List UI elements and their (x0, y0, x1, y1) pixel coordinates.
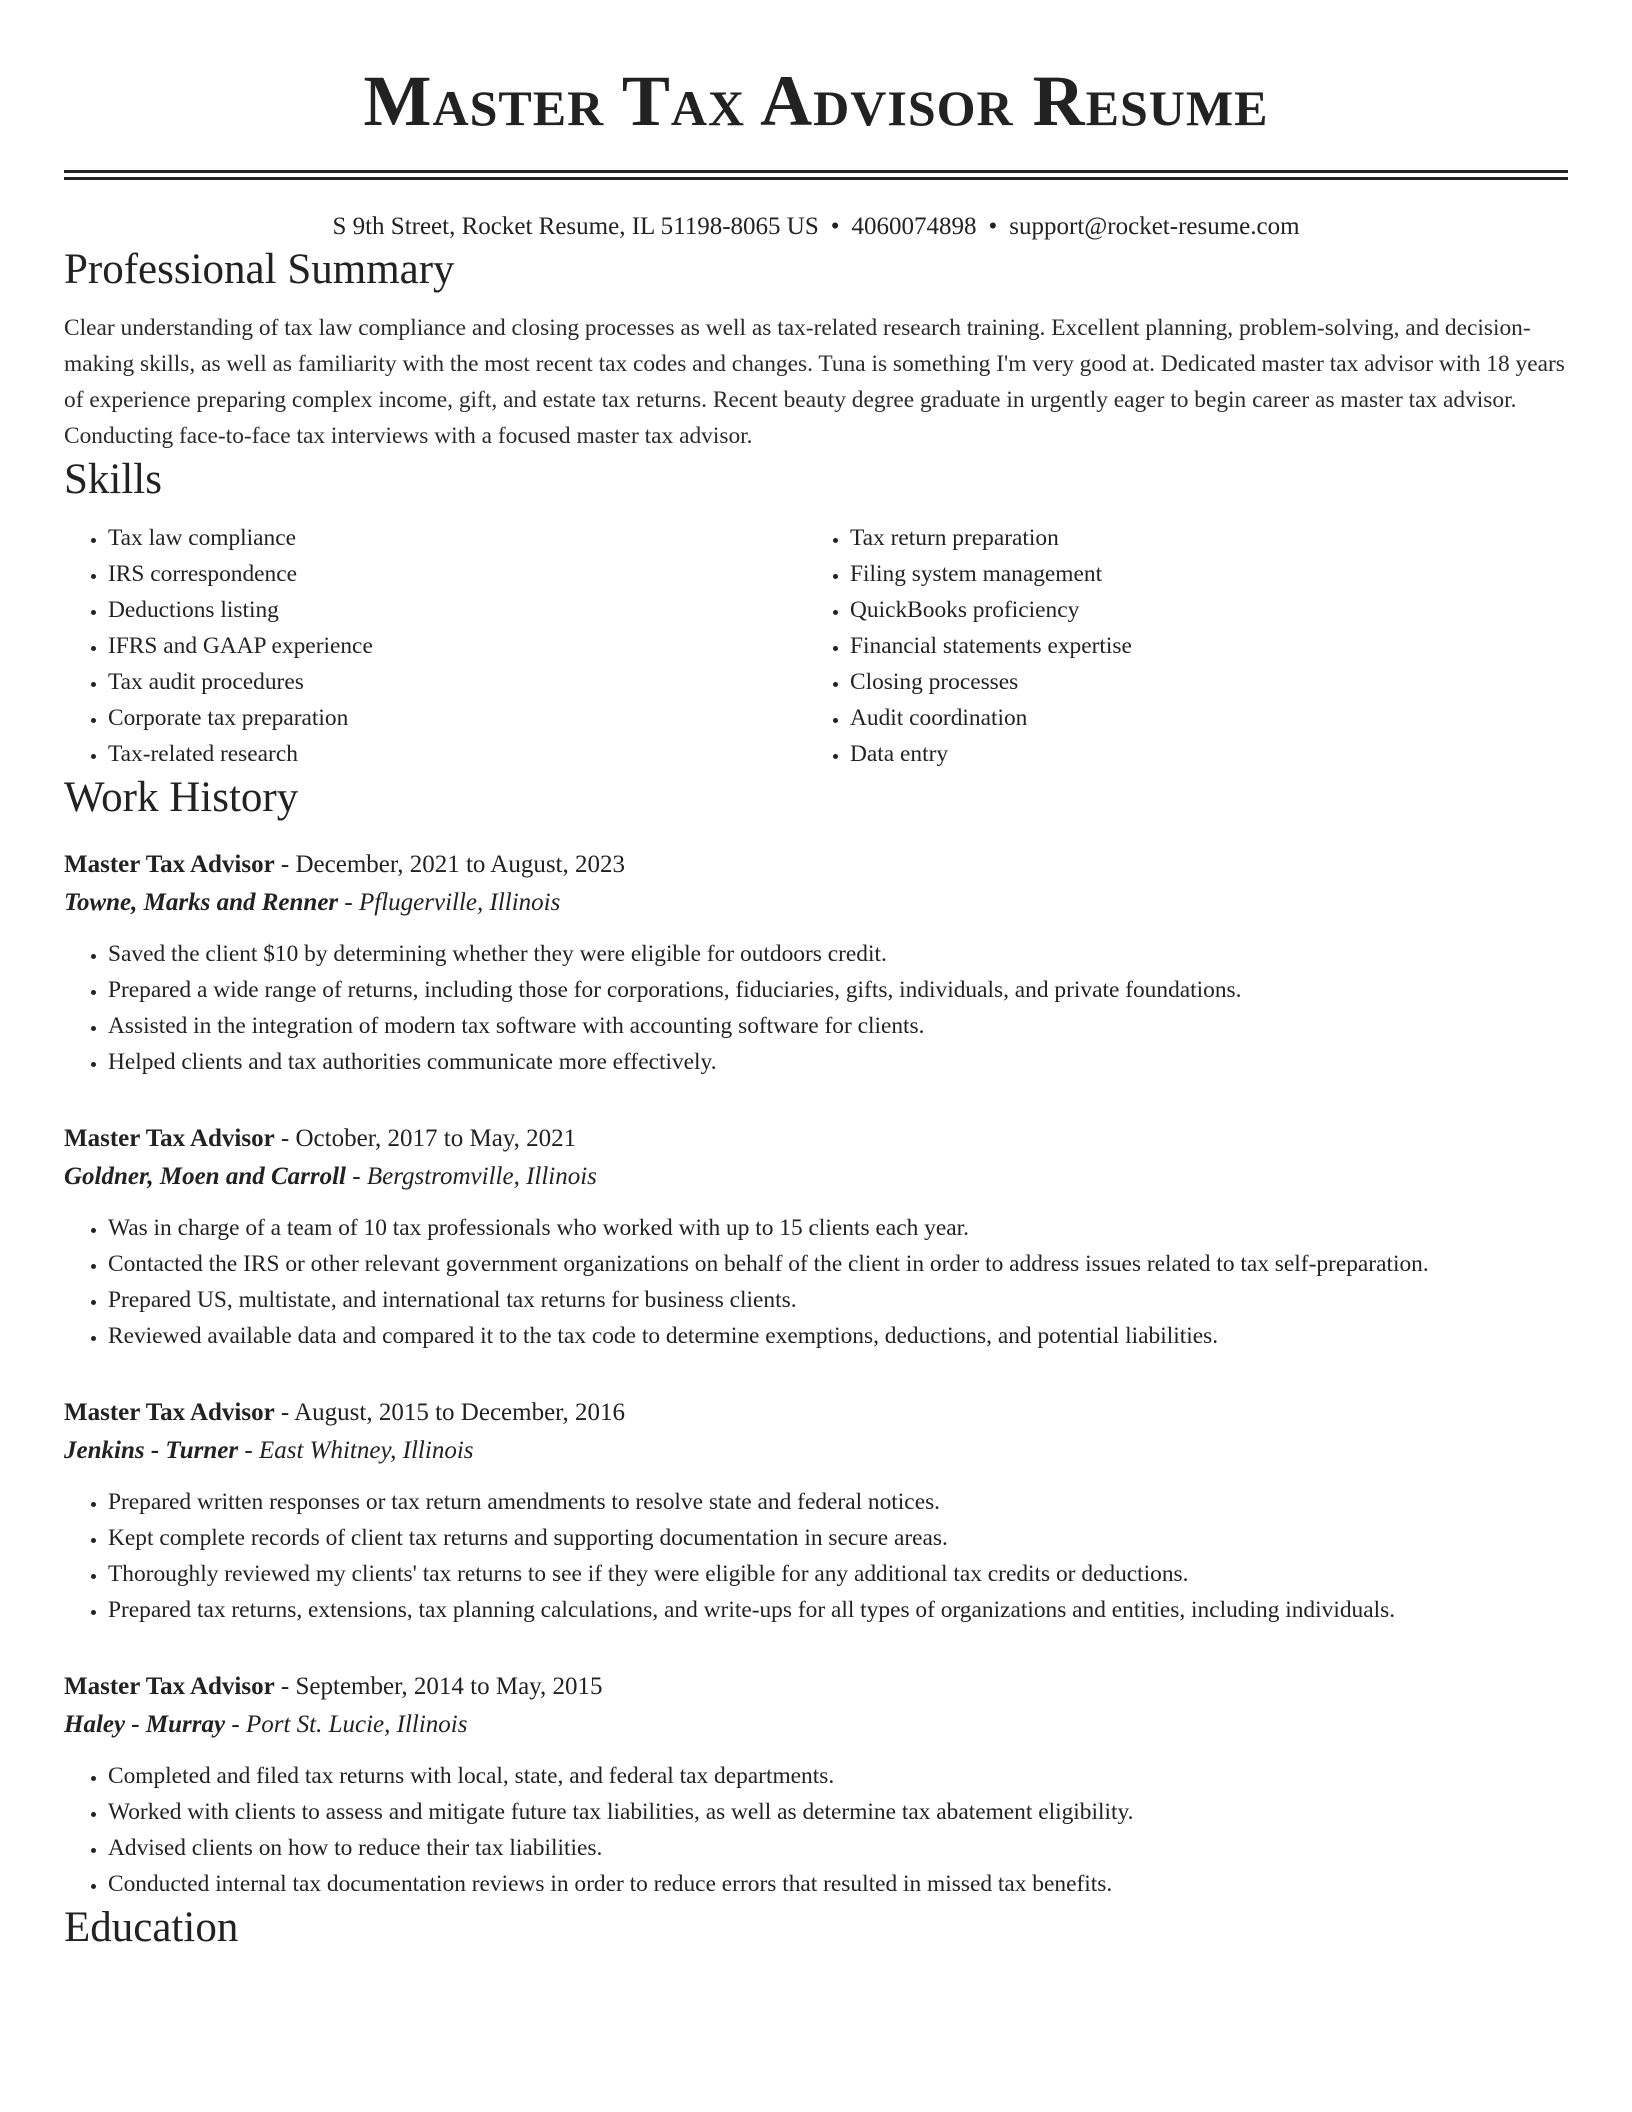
skill-item: • QuickBooks proficiency (850, 592, 1550, 628)
company-name: Jenkins - Turner (64, 1437, 239, 1464)
company-location: Port St. Lucie, Illinois (245, 1711, 468, 1738)
dash-separator: - (274, 1125, 296, 1152)
skill-item: • Financial statements expertise (850, 628, 1550, 664)
contact-email: support@rocket-resume.com (1009, 213, 1300, 240)
skill-item: • Audit coordination (850, 700, 1550, 736)
job-dates: October, 2017 to May, 2021 (295, 1125, 577, 1152)
job-entry (64, 1394, 1568, 1628)
dash-separator: - (346, 1163, 367, 1190)
job-title-line (64, 1394, 1568, 1432)
job-bullet: • Prepared US, multistate, and international tax returns for business clients. (108, 1282, 1568, 1318)
dash-separator: - (274, 1399, 295, 1426)
contact-address: S 9th Street, Rocket Resume, IL 51198-8065 US (332, 213, 819, 240)
title-divider (64, 170, 1568, 180)
job-bullet: • Conducted internal tax documentation reviews in order to reduce errors that resulted in missed tax benefits. (108, 1866, 1568, 1902)
skill-item: • Tax law compliance (108, 520, 806, 556)
skills-column-left (64, 520, 806, 772)
job-bullet: • Prepared tax returns, extensions, tax planning calculations, and write-ups for all types of organizations and entities, including individuals. (108, 1592, 1568, 1628)
summary-heading: Professional Summary (64, 246, 455, 293)
job-bullet: • Was in charge of a team of 10 tax professionals who worked with up to 15 clients each year. (108, 1210, 1568, 1246)
education-heading: Education (64, 1904, 239, 1951)
dash-separator: - (338, 889, 359, 916)
company-location: Pflugerville, Illinois (358, 889, 561, 916)
skills-column-right (806, 520, 1550, 772)
job-dates: December, 2021 to August, 2023 (295, 851, 626, 878)
job-bullet: • Kept complete records of client tax returns and supporting documentation in secure areas. (108, 1520, 1568, 1556)
job-entry (64, 1668, 1568, 1902)
skill-item: • Tax audit procedures (108, 664, 806, 700)
skill-item: • Tax return preparation (850, 520, 1550, 556)
skill-item: • Closing processes (850, 664, 1550, 700)
job-bullet: • Thoroughly reviewed my clients' tax returns to see if they were eligible for any additional tax credits or deductions. (108, 1556, 1568, 1592)
job-bullet: • Helped clients and tax authorities communicate more effectively. (108, 1044, 1568, 1080)
job-bullets (64, 936, 1568, 1080)
contact-phone: 4060074898 (851, 213, 977, 240)
job-bullets (64, 1484, 1568, 1628)
job-title-line (64, 1120, 1568, 1158)
company-name: Towne, Marks and Renner (64, 889, 339, 916)
job-bullet: • Contacted the IRS or other relevant government organizations on behalf of the client in order to address issues related to tax self-preparation. (108, 1246, 1568, 1282)
company-line (64, 1158, 1568, 1196)
dash-separator: - (225, 1711, 246, 1738)
skills-heading: Skills (64, 456, 162, 503)
job-bullet: • Assisted in the integration of modern tax software with accounting software for clients. (108, 1008, 1568, 1044)
dash-separator: - (274, 1673, 296, 1700)
skills-list (64, 520, 1568, 772)
job-dates: August, 2015 to December, 2016 (294, 1399, 626, 1426)
skill-item: • Corporate tax preparation (108, 700, 806, 736)
skill-item: • Tax-related research (108, 736, 806, 772)
job-entry (64, 1120, 1568, 1354)
contact-separator: • (830, 213, 840, 240)
job-bullet: • Worked with clients to assess and mitigate future tax liabilities, as well as determine tax abatement eligibility. (108, 1794, 1568, 1830)
job-bullet: • Prepared a wide range of returns, including those for corporations, fiduciaries, gifts, individuals, and private foundations. (108, 972, 1568, 1008)
job-bullet: • Reviewed available data and compared it to the tax code to determine exemptions, deductions, and potential liabilities. (108, 1318, 1568, 1354)
job-title-line (64, 1668, 1568, 1706)
skill-item: • IRS correspondence (108, 556, 806, 592)
contact-separator: • (988, 213, 998, 240)
job-title-line (64, 846, 1568, 884)
job-title: Master Tax Advisor (64, 851, 275, 878)
summary-text: Clear understanding of tax law compliance and closing processes as well as tax-related research training. Excellent planning, problem-solving, and decision-making skills, as well as familiarity with the most recent tax codes and changes. Tuna is something I'm very good at. Dedicated master tax advisor with 18 years of experience preparing complex income, gift, and estate tax returns. Recent beauty degree graduate in urgently eager to begin career as master tax advisor. Conducting face-to-face tax interviews with a focused master tax advisor. (64, 315, 1565, 449)
company-name: Goldner, Moen and Carroll (64, 1163, 347, 1190)
job-bullet: • Saved the client $10 by determining whether they were eligible for outdoors credit. (108, 936, 1568, 972)
contact-line (64, 210, 1568, 244)
job-entry (64, 846, 1568, 1080)
work-history-heading: Work History (64, 774, 299, 821)
job-bullet: • Advised clients on how to reduce their tax liabilities. (108, 1830, 1568, 1866)
dash-separator: - (274, 851, 296, 878)
job-title: Master Tax Advisor (64, 1125, 275, 1152)
dash-separator: - (238, 1437, 259, 1464)
company-line (64, 884, 1568, 922)
company-line (64, 1432, 1568, 1470)
company-location: Bergstromville, Illinois (366, 1163, 597, 1190)
skill-item: • Filing system management (850, 556, 1550, 592)
job-title: Master Tax Advisor (64, 1399, 275, 1426)
skill-item: • Data entry (850, 736, 1550, 772)
job-bullets (64, 1210, 1568, 1354)
skill-item: • Deductions listing (108, 592, 806, 628)
company-name: Haley - Murray (64, 1711, 226, 1738)
job-bullet: • Prepared written responses or tax return amendments to resolve state and federal notices. (108, 1484, 1568, 1520)
page-title: Master Tax Advisor Resume (363, 61, 1269, 141)
company-line (64, 1706, 1568, 1744)
job-bullet: • Completed and filed tax returns with local, state, and federal tax departments. (108, 1758, 1568, 1794)
skill-item: • IFRS and GAAP experience (108, 628, 806, 664)
job-title: Master Tax Advisor (64, 1673, 275, 1700)
job-dates: September, 2014 to May, 2015 (295, 1673, 603, 1700)
company-location: East Whitney, Illinois (258, 1437, 474, 1464)
job-bullets (64, 1758, 1568, 1902)
